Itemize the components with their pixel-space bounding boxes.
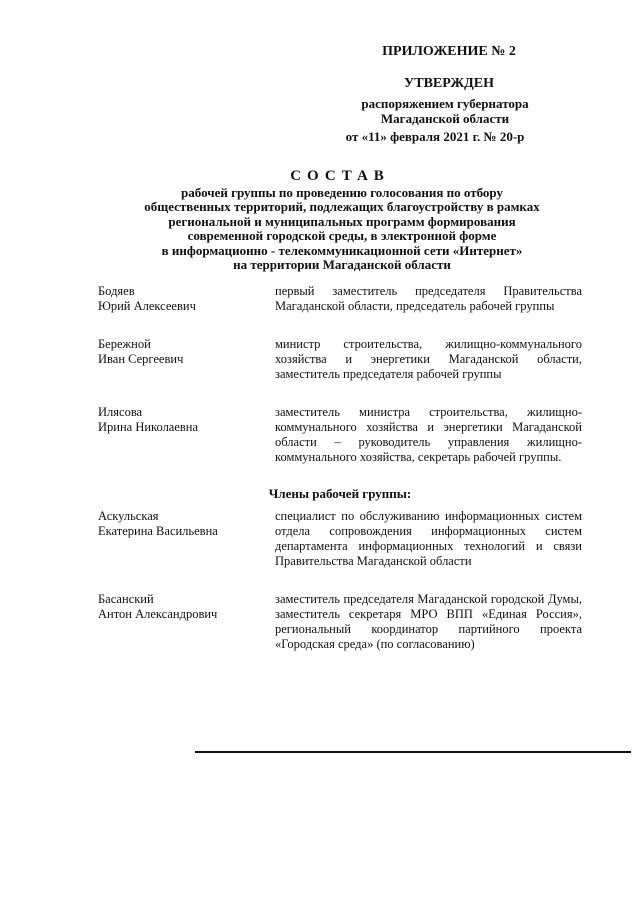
member-given-name: Екатерина Васильевна: [98, 524, 218, 538]
members-heading: Члены рабочей группы:: [268, 486, 412, 501]
member-role: заместитель министра строительства, жилищно-коммунального хозяйства и энергетики Магаданской области – руководитель управления жилищно-коммунального хозяйства, секретарь рабочей группы.: [275, 405, 582, 464]
member-name: [98, 509, 268, 539]
member-surname: Басанский: [98, 592, 154, 606]
member-role: заместитель председателя Магаданской городской Думы, заместитель секретаря МРО ВПП «Единая Россия», региональный координатор партийного проекта «Городская среда» (по согласованию): [275, 592, 582, 651]
member-name: [98, 284, 268, 314]
member-given-name: Иван Сергеевич: [98, 352, 184, 366]
member-name: [98, 405, 268, 435]
member-surname: Аскульская: [98, 509, 159, 523]
member-given-name: Ирина Николаевна: [98, 420, 199, 434]
member-given-name: Юрий Алексеевич: [98, 299, 196, 313]
member-surname: Бодяев: [98, 284, 135, 298]
member-given-name: Антон Александрович: [98, 607, 218, 621]
title-line: общественных территорий, подлежащих благоустройству в рамках: [144, 199, 540, 214]
closing-rule: [195, 751, 631, 753]
member-surname: Бережной: [98, 337, 151, 351]
appendix-number: ПРИЛОЖЕНИЕ № 2: [382, 44, 516, 59]
member-name: [98, 592, 268, 622]
title-line: современной городской среды, в электронной форме: [187, 228, 497, 243]
title-line: рабочей группы по проведению голосования по отбору: [181, 185, 503, 200]
member-role: министр строительства, жилищно-коммунального хозяйства и энергетики Магаданской области, заместитель председателя рабочей группы: [275, 337, 582, 381]
order-line-2: Магаданской области: [380, 111, 510, 126]
member-surname: Илясова: [98, 405, 143, 419]
member-role: специалист по обслуживанию информационных систем отдела сопровождения информационных систем департамента информационных технологий и связи Правительства Магаданской области: [275, 509, 582, 568]
order-line-1: распоряжением губернатора: [361, 96, 529, 111]
title-line: региональной и муниципальных программ формирования: [168, 214, 516, 229]
document-heading: СОСТАВ: [290, 168, 390, 184]
title-line: в информационно - телекоммуникационной сети «Интернет»: [161, 243, 523, 258]
order-date: от «11» февраля 2021 г. № 20-р: [345, 129, 525, 144]
approved-label: УТВЕРЖДЕН: [403, 76, 495, 91]
member-role: первый заместитель председателя Правительства Магаданской области, председатель рабочей группы: [275, 284, 582, 313]
member-name: [98, 337, 268, 367]
title-line: на территории Магаданской области: [233, 257, 451, 272]
